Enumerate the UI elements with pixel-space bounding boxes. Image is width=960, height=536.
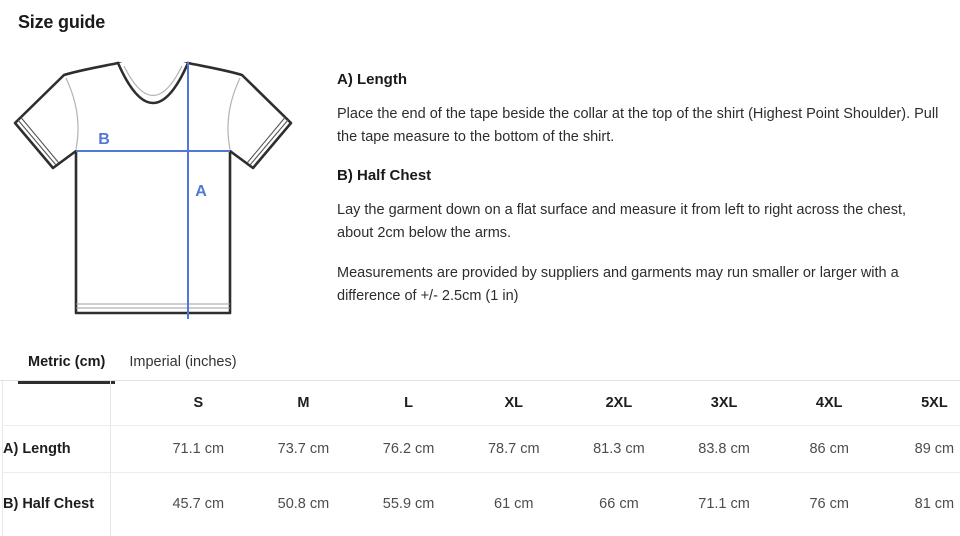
length-value-s: 71.1 cm <box>146 425 251 472</box>
half-chest-value-m: 50.8 cm <box>251 472 356 536</box>
tab-metric[interactable]: Metric (cm) <box>18 353 115 384</box>
half-chest-value-l: 55.9 cm <box>356 472 461 536</box>
half-chest-value-4xl: 76 cm <box>777 472 882 536</box>
spacer-cell <box>111 425 146 472</box>
measure-label-b: B <box>98 131 110 148</box>
half-chest-value-3xl: 71.1 cm <box>671 472 776 536</box>
size-header-4xl: 4XL <box>777 381 882 425</box>
row-label-half-chest: B) Half Chest <box>3 472 111 536</box>
size-header-l: L <box>356 381 461 425</box>
spacer-cell <box>111 381 146 425</box>
size-header-3xl: 3XL <box>671 381 776 425</box>
size-header-5xl: 5XL <box>882 381 960 425</box>
half-chest-value-s: 45.7 cm <box>146 472 251 536</box>
measure-label-a: A <box>195 183 207 200</box>
length-value-4xl: 86 cm <box>777 425 882 472</box>
length-value-2xl: 81.3 cm <box>566 425 671 472</box>
table-row-half-chest <box>3 472 960 536</box>
length-value-l: 76.2 cm <box>356 425 461 472</box>
half-chest-heading: B) Half Chest <box>337 166 943 185</box>
measuring-instructions <box>337 70 943 325</box>
length-description: Place the end of the tape beside the collar at the top of the shirt (Highest Point Shoulder). Pull the tape measure to the bottom of the shirt. <box>337 103 943 149</box>
length-value-m: 73.7 cm <box>251 425 356 472</box>
size-header-row <box>3 381 960 425</box>
spacer-cell <box>111 472 146 536</box>
measurement-disclaimer: Measurements are provided by suppliers and garments may run smaller or larger with a difference of +/- 2.5cm (1 in) <box>337 262 943 308</box>
row-label-length: A) Length <box>3 425 111 472</box>
length-value-5xl: 89 cm <box>882 425 960 472</box>
tab-imperial[interactable]: Imperial (inches) <box>119 353 246 384</box>
half-chest-value-2xl: 66 cm <box>566 472 671 536</box>
half-chest-description: Lay the garment down on a flat surface and measure it from left to right across the chest, about 2cm below the arms. <box>337 199 943 245</box>
size-header-m: M <box>251 381 356 425</box>
size-chart-table <box>2 381 960 536</box>
size-header-s: S <box>146 381 251 425</box>
half-chest-value-xl: 61 cm <box>461 472 566 536</box>
page-title: Size guide <box>18 12 105 33</box>
tshirt-diagram <box>0 40 320 340</box>
length-heading: A) Length <box>337 70 943 89</box>
table-row-length <box>3 425 960 472</box>
half-chest-value-5xl: 81 cm <box>882 472 960 536</box>
length-value-3xl: 83.8 cm <box>671 425 776 472</box>
length-value-xl: 78.7 cm <box>461 425 566 472</box>
size-header-xl: XL <box>461 381 566 425</box>
corner-cell <box>3 381 111 425</box>
size-header-2xl: 2XL <box>566 381 671 425</box>
